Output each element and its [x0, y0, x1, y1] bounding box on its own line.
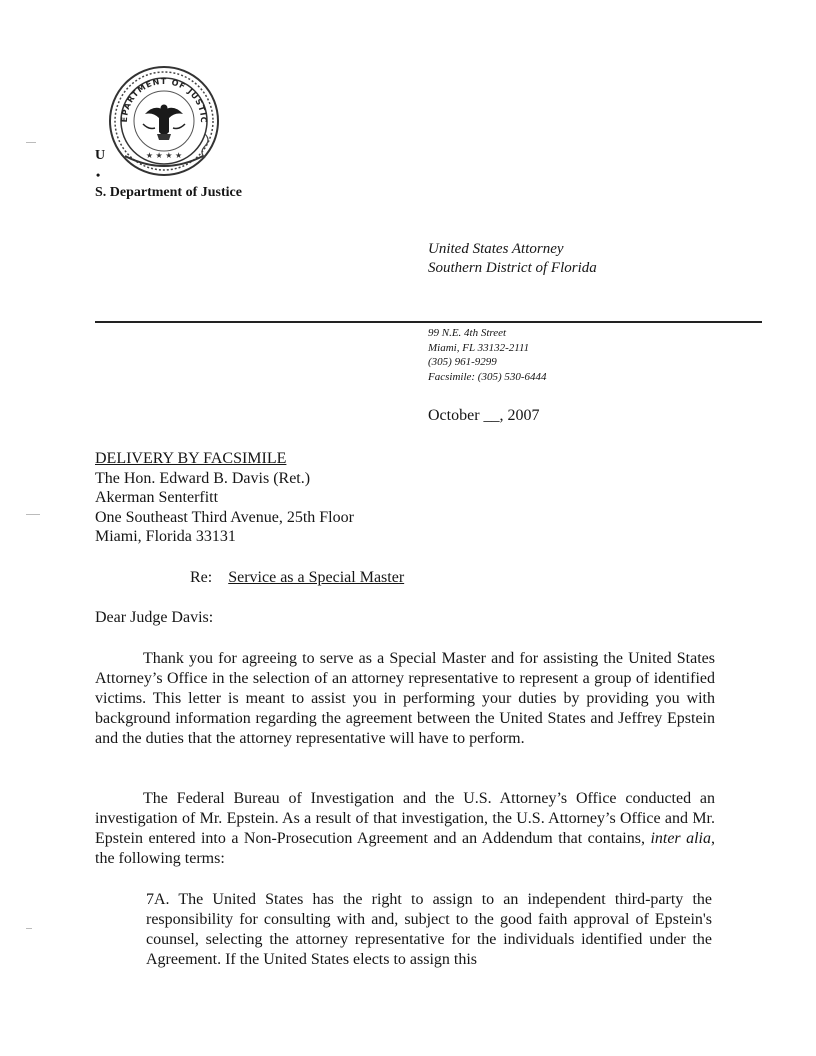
doj-seal — [107, 64, 221, 178]
doj-seal-icon — [107, 64, 221, 178]
office-block — [428, 240, 597, 278]
body-paragraph-1: Thank you for agreeing to serve as a Special Master and for assisting the United States Attorney’s Office in the selection of an attorney representative to represent a group of identified victims. This letter is meant to assist you in performing your duties by providing you with background information regarding the agreement between the United States and Jeffrey Epstein and the duties that the attorney representative will have to perform. — [95, 650, 715, 747]
address-street: 99 N.E. 4th Street — [428, 327, 507, 339]
body-paragraph-2 — [95, 789, 715, 869]
recipient-city: Miami, Florida 33131 — [95, 528, 236, 545]
seal-text: EPARTMENT OF JUSTIC — [119, 76, 209, 124]
address-phone: (305) 961-9299 — [428, 356, 497, 368]
paragraph-2-latin: inter alia — [650, 830, 712, 847]
address-city: Miami, FL 33132-2111 — [428, 341, 530, 354]
letter-date: October __, 2007 — [428, 407, 540, 424]
delivery-method: DELIVERY BY FACSIMILE — [95, 450, 287, 467]
department-dot: • — [96, 168, 101, 182]
salutation: Dear Judge Davis: — [95, 609, 214, 626]
letterhead-divider — [95, 321, 762, 323]
paragraph-2-tail: , the following terms: — [95, 830, 716, 867]
svg-text:★ ★ ★ ★: ★ ★ ★ ★ — [145, 151, 183, 160]
department-initial: U — [95, 148, 106, 163]
recipient-street: One Southeast Third Avenue, 25th Floor — [95, 508, 354, 526]
scan-mark — [26, 142, 36, 143]
scan-mark — [26, 514, 40, 515]
department-name: S. Department of Justice — [95, 185, 242, 200]
recipient-firm: Akerman Senterfitt — [95, 489, 219, 506]
office-address — [428, 326, 547, 384]
recipient-name: The Hon. Edward B. Davis (Ret.) — [95, 469, 311, 487]
scan-mark — [26, 928, 32, 929]
office-title: United States Attorney — [428, 241, 564, 257]
office-district: Southern District of Florida — [428, 260, 597, 276]
re-label: Re: — [190, 569, 213, 586]
address-fax: Facsimile: (305) 530-6444 — [428, 370, 547, 383]
re-subject: Service as a Special Master — [228, 569, 405, 586]
quoted-term-7a: 7A. The United States has the right to assign to an independent third-party the responsibility for consulting with and, subject to the good faith approval of Epstein's counsel, selecting the attorney representative for the individuals identified under the Agreement. If the United States elects to assign this — [146, 891, 712, 968]
re-line — [190, 569, 404, 587]
recipient-block — [95, 449, 354, 547]
paragraph-2-text: The Federal Bureau of Investigation and the U.S. Attorney’s Office conducted an investigation of Mr. Epstein. As a result of that investigation, the U.S. Attorney’s Office and Mr. Epstein entered into a Non-Prosecution Agreement and an Addendum that contains, — [95, 790, 715, 847]
